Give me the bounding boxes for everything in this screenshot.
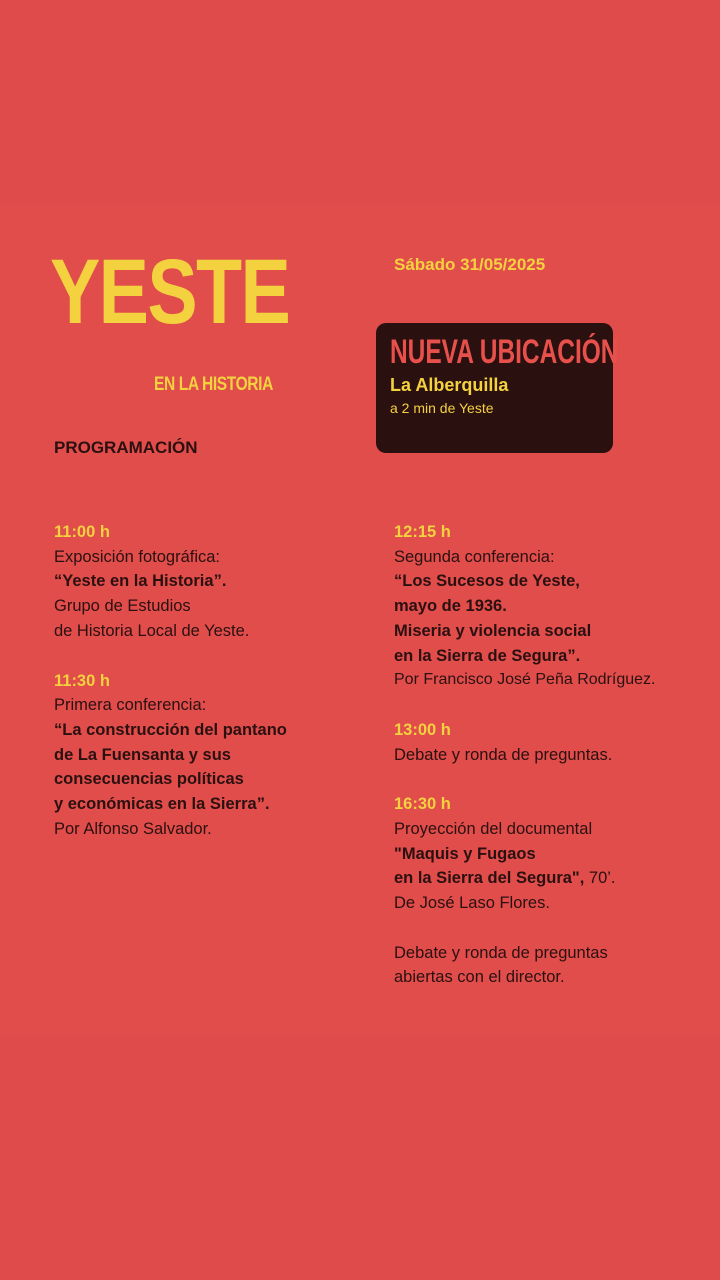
event-time: 12:15 h: [394, 523, 451, 541]
program-heading: PROGRAMACIÓN: [54, 438, 198, 457]
event-type: Primera conferencia:: [54, 696, 207, 715]
event-title: “Yeste en la Historia”.: [54, 572, 227, 591]
notice-place: La Alberquilla: [390, 375, 509, 395]
event-title: de La Fuensanta y sus: [54, 745, 231, 764]
event-title: "Maquis y Fugaos: [394, 844, 536, 863]
event-time: 11:30 h: [54, 671, 110, 690]
event-title: en la Sierra de Segura”.: [394, 646, 581, 665]
logo-subtitle: EN LA HISTORIA: [154, 374, 273, 395]
event-type: Segunda conferencia:: [394, 547, 555, 566]
event-author: Por Francisco José Peña Rodríguez.: [394, 671, 656, 689]
event-title: en la Sierra del Segura",: [394, 869, 585, 888]
program-event: [394, 520, 714, 693]
program-left-column: [54, 520, 374, 866]
location-notice: [376, 323, 619, 453]
spacer: [394, 916, 714, 941]
notice-title: NUEVA UBICACIÓN: [390, 333, 619, 371]
event-title: consecuencias políticas: [54, 770, 244, 789]
event-duration: 70’.: [584, 869, 616, 888]
event-time: 13:00 h: [394, 720, 451, 739]
notice-distance: a 2 min de Yeste: [390, 400, 494, 416]
event-author: Por Alfonso Salvador.: [54, 819, 212, 838]
event-type: Proyección del documental: [394, 820, 593, 839]
event-extra: abiertas con el director.: [394, 968, 565, 987]
logo-title: YESTE: [50, 241, 290, 343]
event-time: 11:00 h: [54, 523, 110, 541]
program-event: [54, 669, 374, 842]
event-extra: Debate y ronda de preguntas: [394, 943, 608, 962]
event-time: 16:30 h: [394, 795, 451, 814]
event-title: mayo de 1936.: [394, 597, 507, 616]
program-event: [394, 792, 714, 990]
event-date: Sábado 31/05/2025: [394, 255, 546, 274]
event-title-with-duration: [394, 866, 714, 891]
event-author: De José Laso Flores.: [394, 894, 550, 913]
event-title: y económicas en la Sierra”.: [54, 795, 270, 814]
event-type: Exposición fotográfica:: [54, 547, 221, 566]
event-title: “La construcción del pantano: [54, 720, 287, 739]
event-title: “Los Sucesos de Yeste,: [394, 572, 580, 591]
program-right-column: [394, 520, 714, 1015]
program-event: [394, 718, 714, 767]
event-author: de Historia Local de Yeste.: [54, 621, 250, 640]
program-event: [54, 520, 374, 644]
event-title: Miseria y violencia social: [394, 621, 592, 640]
event-type: Debate y ronda de preguntas.: [394, 745, 613, 764]
event-author: Grupo de Estudios: [54, 597, 191, 616]
